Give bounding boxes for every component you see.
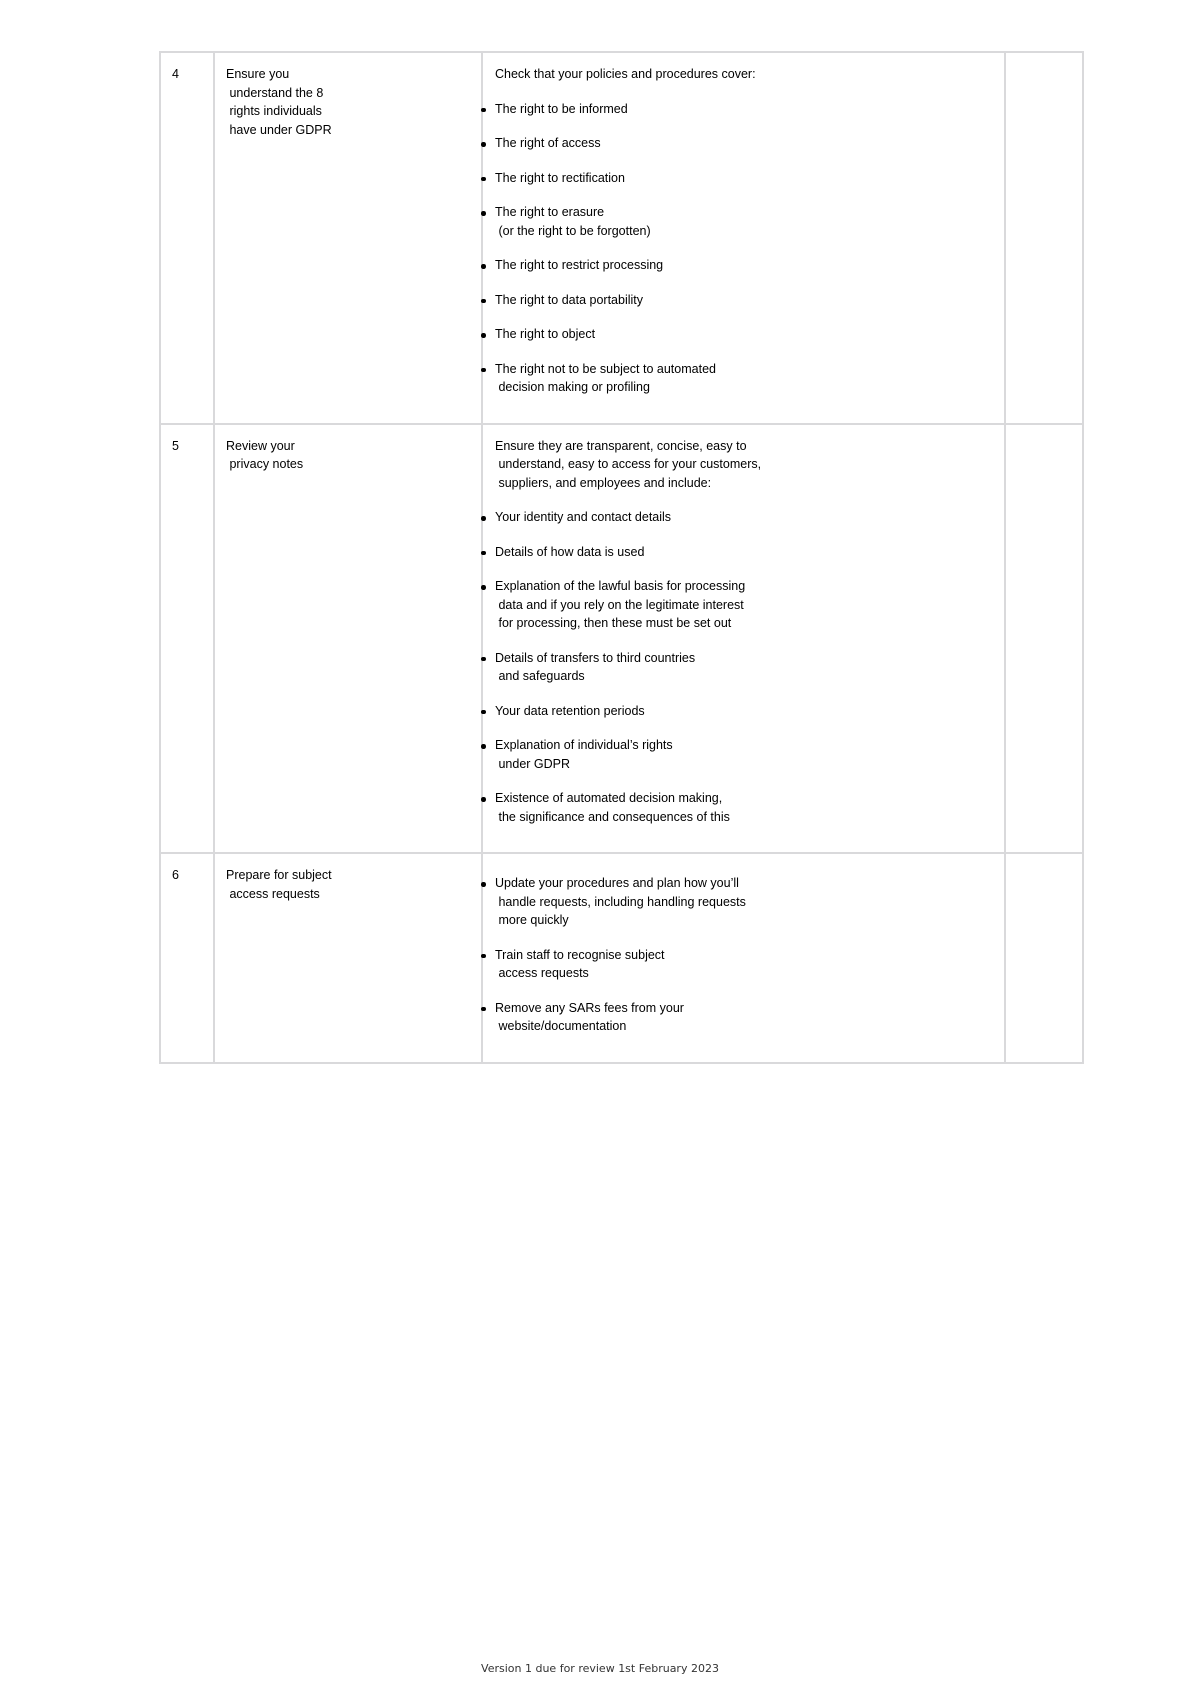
bullet-text-line: Update your procedures and plan how you’ll [495,876,739,890]
bullet-text-line: and safeguards [495,669,585,683]
action-cell [482,52,1005,424]
bullet-item [495,325,1004,344]
bullet-text-line: for processing, then these must be set out [495,616,732,630]
bullet-item [495,508,1004,527]
step-number: 5 [172,438,179,453]
task-text-line: access requests [226,886,320,901]
bullet-item [495,702,1004,721]
bullet-text-line: The right to data portability [495,292,643,307]
action-bullet-list [495,874,1004,1036]
status-cell [1005,853,1083,1063]
bullet-text-line: The right to erasure [495,205,605,219]
action-cell [482,424,1005,854]
gdpr-checklist-table [159,51,1084,1064]
task-cell [214,424,482,854]
bullet-text-line: handle requests, including handling requests [495,894,746,909]
bullet-item [495,203,1004,240]
bullet-text-line: Train staff to recognise subject [495,947,665,962]
bullet-item [495,543,1004,562]
bullet-item [495,789,1004,826]
task-text-line: Ensure you [226,67,290,81]
bullet-item [495,169,1004,188]
bullet-text-line: data and if you rely on the legitimate interest [495,597,744,612]
bullet-text-line: the significance and consequences of this [495,809,730,824]
action-bullet-list [495,100,1004,397]
bullet-item [495,736,1004,773]
status-cell [1005,52,1083,424]
step-number-cell [160,853,214,1063]
bullet-text-line: The right of access [495,136,601,150]
task-cell [214,853,482,1063]
bullet-text-line: Existence of automated decision making, [495,791,723,805]
task-cell [214,52,482,424]
bullet-text-line: Your data retention periods [495,703,645,718]
bullet-item [495,360,1004,397]
task-text-line: Review your [226,438,295,453]
bullet-text-line: Details of how data is used [495,544,645,559]
bullet-text-line: Explanation of the lawful basis for processing [495,579,746,593]
table-row [160,853,1083,1063]
step-number: 6 [172,868,179,882]
bullet-item [495,100,1004,119]
bullet-text-line: Remove any SARs fees from your [495,1000,684,1015]
task-text-line: Prepare for subject [226,868,332,882]
bullet-text-line: website/documentation [495,1019,627,1033]
bullet-text-line: The right to object [495,327,596,341]
action-intro [495,437,1004,493]
bullet-text-line: Your identity and contact details [495,510,672,524]
table-row [160,52,1083,424]
action-intro-line: Ensure they are transparent, concise, easy to [495,438,747,453]
bullet-item [495,291,1004,310]
bullet-item [495,999,1004,1036]
bullet-text-line: decision making or profiling [495,380,650,394]
table-body [160,52,1083,1063]
bullet-text-line: Details of transfers to third countries [495,650,696,665]
bullet-item [495,134,1004,153]
bullet-item [495,577,1004,633]
status-cell [1005,424,1083,854]
bullet-text-line: (or the right to be forgotten) [495,223,651,238]
bullet-text-line: access requests [495,966,589,980]
bullet-text-line: The right to restrict processing [495,258,664,272]
table-row [160,424,1083,854]
step-number: 4 [172,67,179,81]
bullet-text-line: Explanation of individual’s rights [495,738,673,752]
bullet-text-line: under GDPR [495,756,571,771]
task-text-line: rights individuals [226,104,322,118]
bullet-item [495,256,1004,275]
bullet-text-line: The right to be informed [495,101,628,116]
action-bullet-list [495,508,1004,826]
step-number-cell [160,52,214,424]
page-footer: Version 1 due for review 1st February 2023 [481,1662,719,1675]
action-intro-line: understand, easy to access for your customers, [495,457,762,471]
bullet-item [495,946,1004,983]
action-intro-line: suppliers, and employees and include: [495,475,712,490]
step-number-cell [160,424,214,854]
task-text-line: have under GDPR [226,122,332,137]
action-intro-line: Check that your policies and procedures cover: [495,67,756,81]
bullet-item [495,649,1004,686]
bullet-text-line: more quickly [495,913,569,927]
task-text-line: understand the 8 [226,85,324,100]
bullet-item [495,874,1004,930]
action-cell [482,853,1005,1063]
action-intro [495,65,1004,84]
bullet-text-line: The right to rectification [495,170,625,185]
task-text-line: privacy notes [226,457,304,471]
bullet-text-line: The right not to be subject to automated [495,361,716,376]
